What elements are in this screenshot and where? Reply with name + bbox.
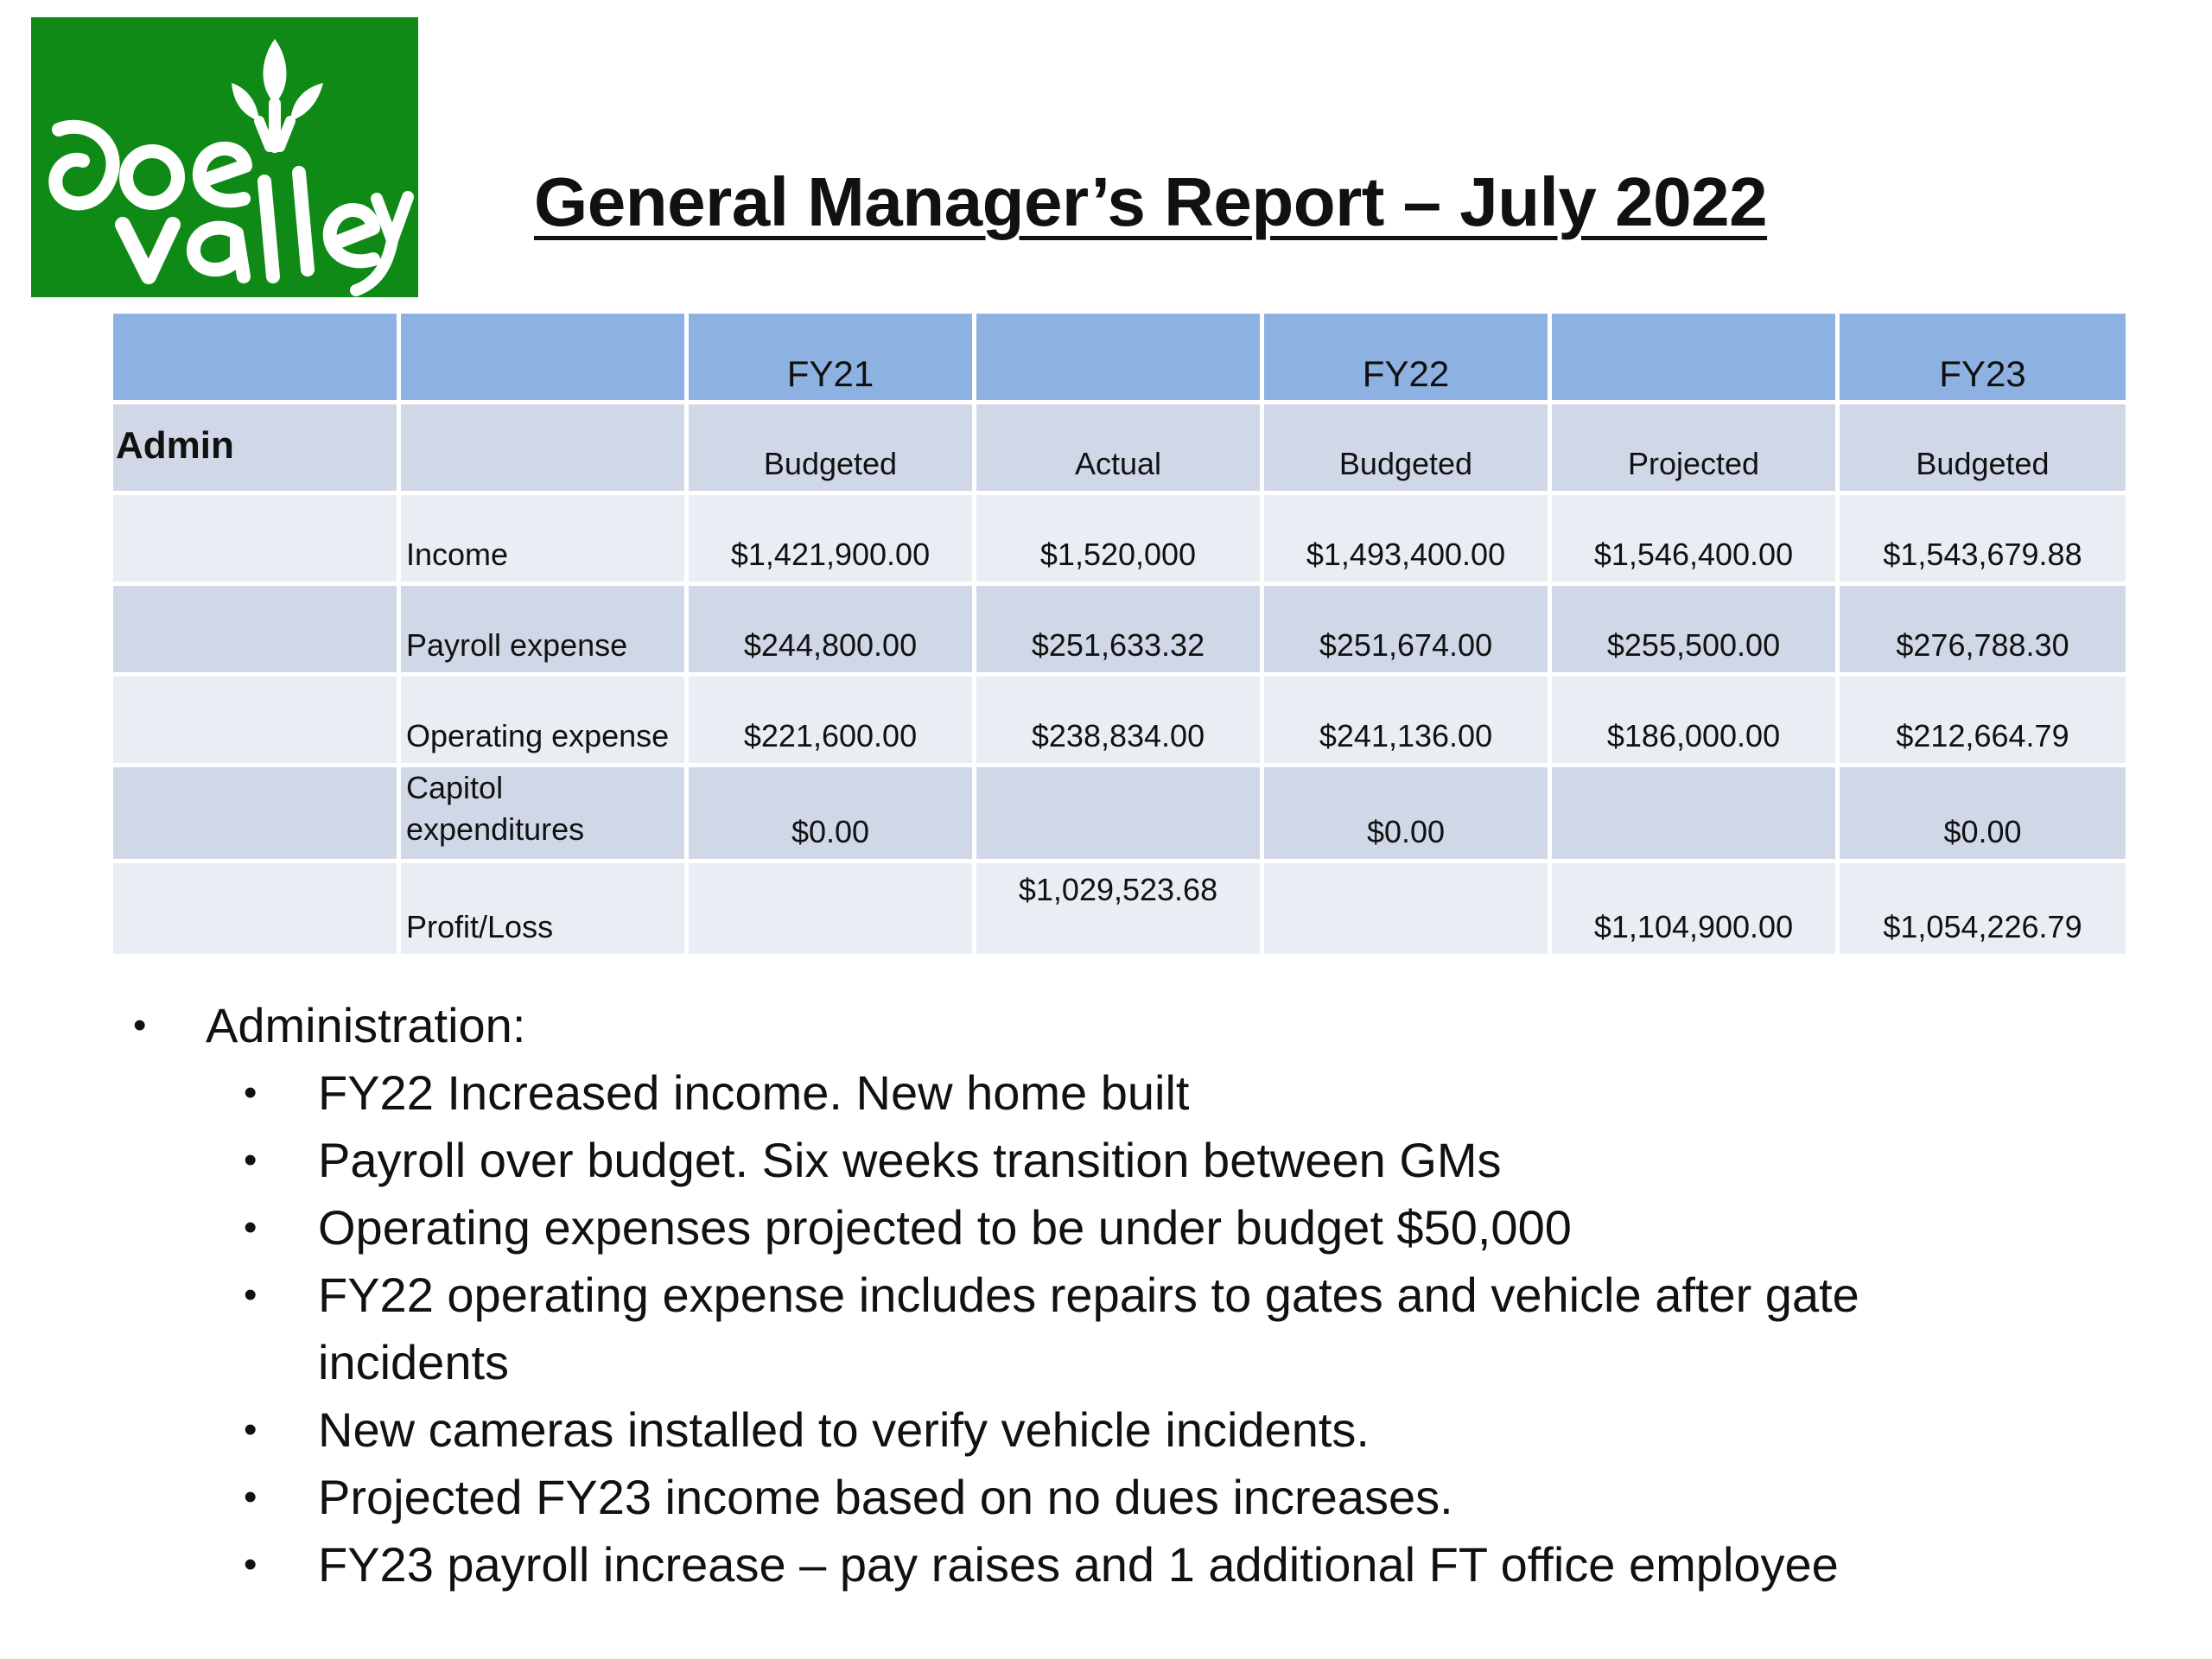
table-cell: $1,520,000 (976, 495, 1264, 586)
table-cell: $244,800.00 (689, 586, 976, 677)
table-cell: $1,104,900.00 (1552, 863, 1840, 954)
list-item-text: New cameras installed to verify vehicle incidents. (318, 1402, 1370, 1457)
table-cell (976, 767, 1264, 863)
table-cell: $212,664.79 (1840, 677, 2126, 767)
subheader-cell (401, 404, 689, 495)
table-row (113, 586, 2126, 677)
blank-cell (113, 863, 401, 954)
list-item-text: FY22 Increased income. New home built (318, 1065, 1190, 1120)
row-label: Income (401, 495, 689, 586)
list-item-text: Payroll over budget. Six weeks transition between GMs (318, 1133, 1502, 1187)
list-item (128, 1127, 2063, 1194)
blank-cell (113, 586, 401, 677)
list-item (128, 992, 2063, 1059)
header-cell (113, 314, 401, 404)
section-label-admin: Admin (113, 404, 401, 495)
header-cell (1552, 314, 1840, 404)
blank-cell (113, 767, 401, 863)
list-item-text: FY23 payroll increase – pay raises and 1 additional FT office employee (318, 1537, 1839, 1592)
row-label: Payroll expense (401, 586, 689, 677)
table-row (113, 863, 2126, 954)
doe-valley-logo-icon (31, 17, 418, 297)
list-item (128, 1531, 2063, 1599)
blank-cell (113, 677, 401, 767)
bullet-icon: • (244, 1543, 257, 1586)
list-item-text: FY22 operating expense includes repairs to gates and vehicle after gate incidents (318, 1268, 1859, 1389)
header-cell-fy23: FY23 (1840, 314, 2126, 404)
table-cell: $221,600.00 (689, 677, 976, 767)
table-cell: $1,543,679.88 (1840, 495, 2126, 586)
bullet-icon: • (244, 1139, 257, 1181)
table-header-row (113, 314, 2126, 404)
row-label (401, 767, 689, 863)
list-item (128, 1059, 2063, 1127)
table-cell (689, 863, 976, 954)
row-label: Profit/Loss (401, 863, 689, 954)
list-item (128, 1396, 2063, 1464)
list-item (128, 1464, 2063, 1531)
doe-valley-logo (31, 17, 418, 297)
row-label-line: Capitol (406, 770, 504, 805)
header-cell-fy21: FY21 (689, 314, 976, 404)
header-cell (976, 314, 1264, 404)
bullet-icon: • (244, 1274, 257, 1316)
table-row (113, 767, 2126, 863)
table-cell: $1,493,400.00 (1264, 495, 1552, 586)
table-cell (1552, 767, 1840, 863)
table-cell: $255,500.00 (1552, 586, 1840, 677)
list-item-text: Operating expenses projected to be under budget $50,000 (318, 1200, 1572, 1255)
subheader-cell: Budgeted (1264, 404, 1552, 495)
notes-heading: Administration: (206, 998, 526, 1052)
table-cell: $0.00 (689, 767, 976, 863)
financial-table (113, 314, 2126, 954)
blank-cell (113, 495, 401, 586)
table-cell: $251,674.00 (1264, 586, 1552, 677)
table-cell: $241,136.00 (1264, 677, 1552, 767)
table-cell: $1,054,226.79 (1840, 863, 2126, 954)
table-row (113, 677, 2126, 767)
subheader-cell: Budgeted (1840, 404, 2126, 495)
subheader-cell: Projected (1552, 404, 1840, 495)
table-cell: $1,546,400.00 (1552, 495, 1840, 586)
row-label-line: expenditures (406, 811, 585, 847)
bullet-icon: • (244, 1476, 257, 1518)
header-cell (401, 314, 689, 404)
table-cell: $276,788.30 (1840, 586, 2126, 677)
table-row (113, 495, 2126, 586)
table-cell (1264, 863, 1552, 954)
list-item (128, 1262, 2063, 1396)
table-cell: $0.00 (1840, 767, 2126, 863)
table-subheader-row (113, 404, 2126, 495)
page-title: General Manager’s Report – July 2022 (534, 163, 1768, 240)
bullet-icon: • (244, 1408, 257, 1451)
list-item (128, 1194, 2063, 1262)
table-cell: $238,834.00 (976, 677, 1264, 767)
list-item-text: Projected FY23 income based on no dues increases. (318, 1470, 1453, 1524)
bullet-icon: • (133, 1004, 147, 1046)
bullet-icon: • (244, 1071, 257, 1114)
table-cell: $186,000.00 (1552, 677, 1840, 767)
bullet-icon: • (244, 1206, 257, 1249)
header-cell-fy22: FY22 (1264, 314, 1552, 404)
subheader-cell: Budgeted (689, 404, 976, 495)
table-cell: $1,421,900.00 (689, 495, 976, 586)
subheader-cell: Actual (976, 404, 1264, 495)
table-cell: $1,029,523.68 (976, 863, 1264, 954)
table-cell: $0.00 (1264, 767, 1552, 863)
notes-list (128, 992, 2063, 1599)
row-label: Operating expense (401, 677, 689, 767)
table-cell: $251,633.32 (976, 586, 1264, 677)
